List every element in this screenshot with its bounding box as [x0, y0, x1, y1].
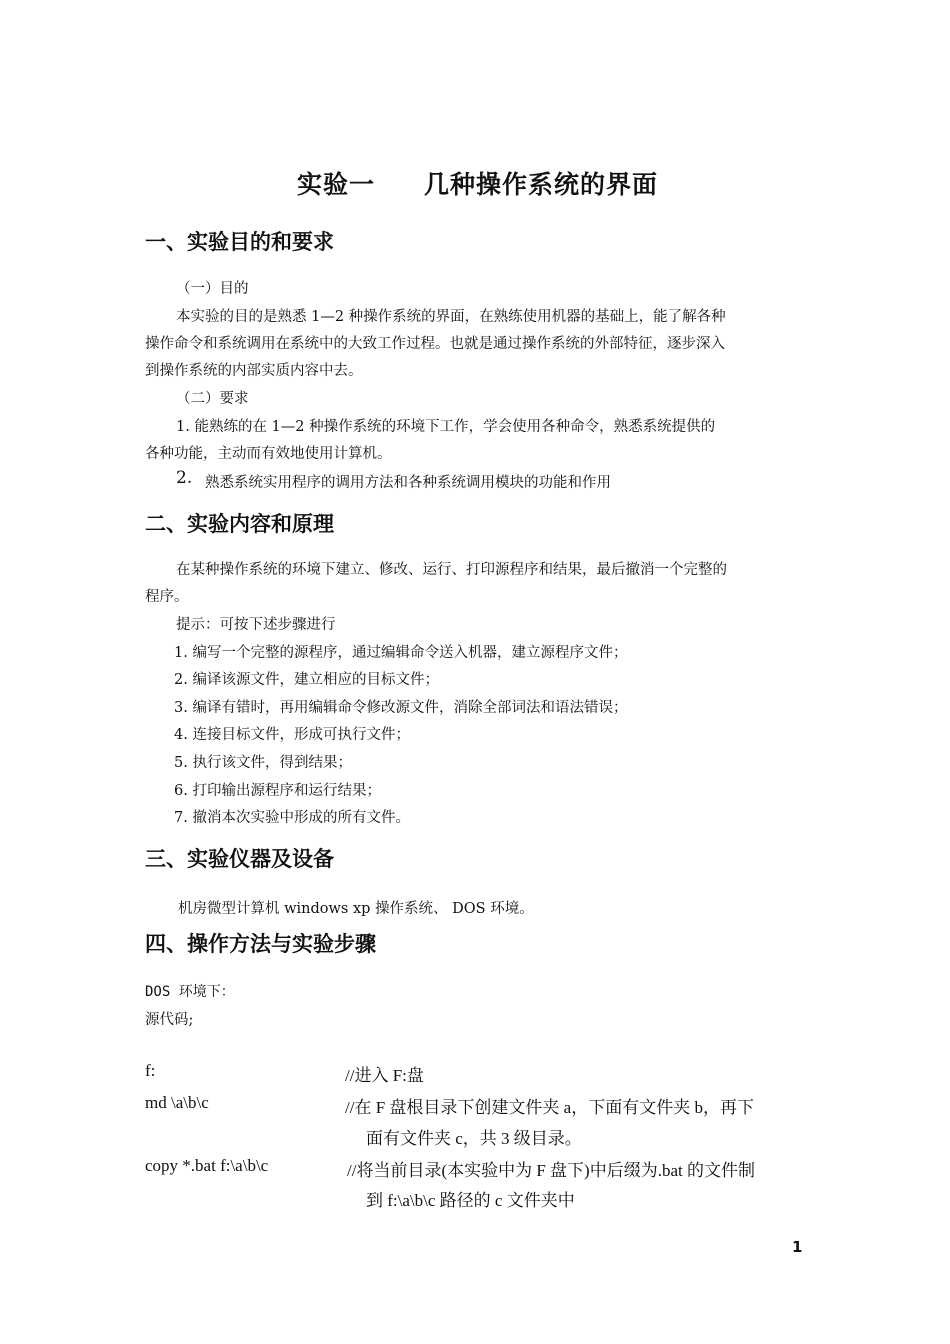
- command-comment-continued: 面有文件夹 c，共 3 级目录。: [366, 1129, 582, 1148]
- requirement-1-line-2: 各种功能，主动而有效地使用计算机。: [145, 446, 392, 462]
- command-comment-continued: 到 f:\a\b\c 路径的 c 文件夹中: [366, 1191, 575, 1210]
- step-item: 2. 编译该源文件，建立相应的目标文件；: [174, 672, 439, 688]
- subheading-requirements: （二）要求: [176, 391, 249, 407]
- step-item: 1. 编写一个完整的源程序，通过编辑命令送入机器，建立源程序文件；: [174, 645, 628, 661]
- command-text: f:: [145, 1061, 156, 1080]
- step-item: 4. 连接目标文件，形成可执行文件；: [174, 727, 410, 743]
- content-intro-line-2: 程序。: [145, 589, 189, 605]
- requirement-2-number: 2.: [176, 468, 193, 488]
- purpose-line-3: 到操作系统的内部实质内容中去。: [145, 363, 363, 379]
- subheading-purpose: （一）目的: [176, 281, 249, 297]
- step-item: 5. 执行该文件，得到结果；: [174, 755, 352, 771]
- equipment-text: 机房微型计算机 windows xp 操作系统、 DOS 环境。: [178, 901, 534, 917]
- dos-environment-label: DOS 环境下：: [145, 984, 235, 1000]
- section-heading-2: 二、实验内容和原理: [145, 511, 334, 536]
- purpose-line-2: 操作命令和系统调用在系统中的大致工作过程。也就是通过操作系统的外部特征，逐步深入: [145, 336, 725, 352]
- command-comment: //将当前目录(本实验中为 F 盘下)中后缀为.bat 的文件制: [347, 1161, 755, 1180]
- page-number: 1: [792, 1238, 803, 1256]
- step-item: 7. 撤消本次实验中形成的所有文件。: [174, 810, 410, 826]
- step-item: 6. 打印输出源程序和运行结果；: [174, 783, 381, 799]
- content-intro-line-1: 在某种操作系统的环境下建立、修改、运行、打印源程序和结果，最后撤消一个完整的: [176, 562, 727, 578]
- purpose-line-1: 本实验的目的是熟悉 1—2 种操作系统的界面，在熟练使用机器的基础上，能了解各种: [176, 309, 726, 325]
- page-title: 几种操作系统的界面: [424, 170, 659, 199]
- section-heading-3: 三、实验仪器及设备: [145, 846, 334, 871]
- section-heading-4: 四、操作方法与实验步骤: [145, 931, 376, 956]
- requirement-1-line-1: 1. 能熟练的在 1—2 种操作系统的环境下工作，学会使用各种命令，熟悉系统提供的: [176, 419, 716, 435]
- page-title-number: 实验一: [297, 170, 376, 199]
- requirement-2-text: 熟悉系统实用程序的调用方法和各种系统调用模块的功能和作用: [205, 475, 611, 491]
- command-text: md \a\b\c: [145, 1093, 209, 1112]
- section-heading-1: 一、实验目的和要求: [145, 229, 334, 254]
- content-hint: 提示：可按下述步骤进行: [176, 617, 336, 633]
- step-item: 3. 编译有错时，再用编辑命令修改源文件，消除全部词法和语法错误；: [174, 700, 628, 716]
- command-comment: //进入 F:盘: [345, 1066, 424, 1085]
- source-code-label: 源代码;: [145, 1012, 194, 1028]
- command-text: copy *.bat f:\a\b\c: [145, 1156, 269, 1175]
- command-comment: //在 F 盘根目录下创建文件夹 a，下面有文件夹 b，再下: [345, 1098, 754, 1117]
